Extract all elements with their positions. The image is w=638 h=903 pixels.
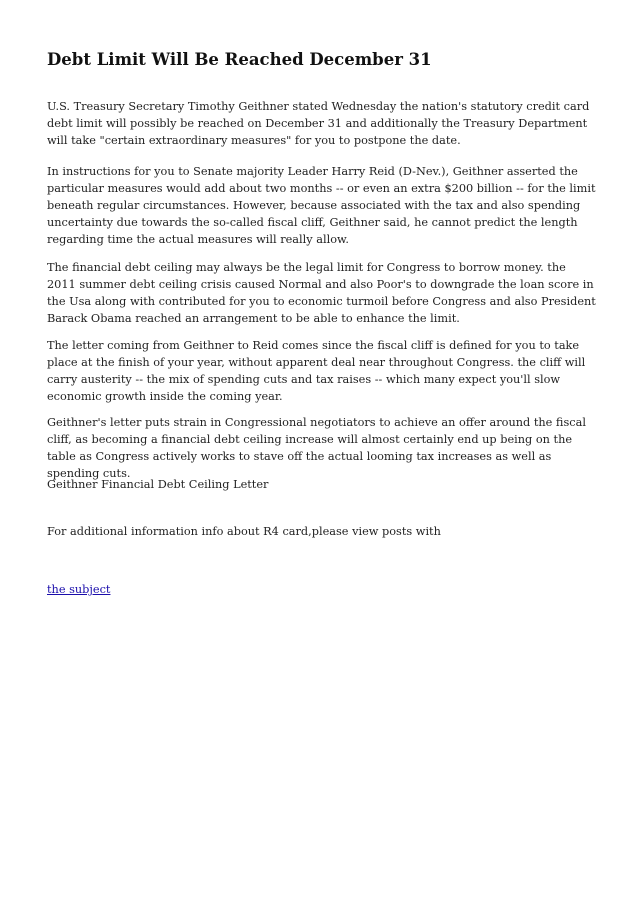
article-paragraph-5: Geithner's letter puts strain in Congressional negotiators to achieve an offer around the fiscal cliff, as becoming a financial debt ceiling increase will almost certainly end up being on the table as Congress actively works to stave off the actual looming tax increases as well as spending cuts.: [47, 416, 586, 480]
subject-link[interactable]: the subject: [47, 583, 111, 596]
article-paragraph-1: U.S. Treasury Secretary Timothy Geithner stated Wednesday the nation's statutory credit card debt limit will possibly be reached on December 31 and additionally the Treasury Department will take "certain extraordinary measures" for you to postpone the date.: [47, 100, 590, 147]
article-paragraph-6: Geithner Financial Debt Ceiling Letter: [47, 478, 269, 491]
article-paragraph-7: For additional information info about R4 card,please view posts with: [47, 525, 441, 538]
article-paragraph-2: In instructions for you to Senate majority Leader Harry Reid (D-Nev.), Geithner asserted the particular measures would add about two months -- or even an extra $200 billion -- for the limit beneath regular circumstances. However, because associated with the tax and also spending uncertainty due towards the so-called fiscal cliff, Geithner said, he cannot predict the length regarding time the actual measures will really allow.: [47, 165, 596, 246]
article-paragraph-3: The financial debt ceiling may always be the legal limit for Congress to borrow money. the 2011 summer debt ceiling crisis caused Normal and also Poor's to downgrade the loan score in the Usa along with contributed for you to economic turmoil before Congress and also President Barack Obama reached an arrangement to be able to enhance the limit.: [47, 261, 596, 325]
article-title: Debt Limit Will Be Reached December 31: [47, 50, 432, 69]
article-paragraph-4: The letter coming from Geithner to Reid comes since the fiscal cliff is defined for you to take place at the finish of your year, without apparent deal near throughout Congress. the cliff will carry austerity -- the mix of spending cuts and tax raises -- which many expect you'll slow economic growth inside the coming year.: [47, 339, 586, 403]
